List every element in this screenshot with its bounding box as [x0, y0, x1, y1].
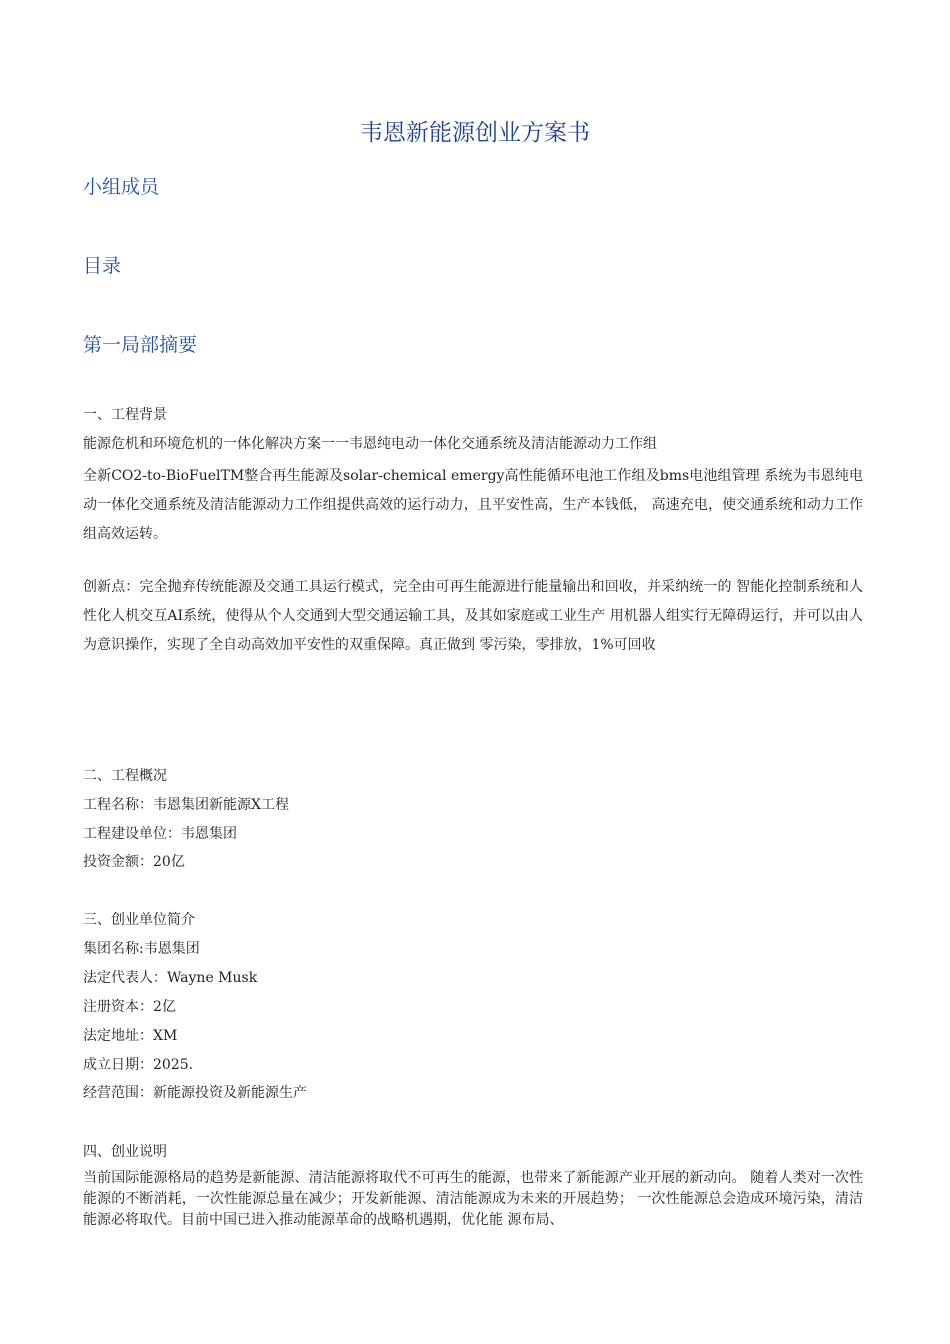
heading-members: 小组成员 [83, 176, 160, 198]
legal-representative: 法定代表人：Wayne Musk [83, 970, 258, 986]
business-scope: 经营范围：新能源投资及新能源生产 [83, 1085, 307, 1101]
section3-heading: 三、创业单位简介 [83, 912, 195, 928]
section4-heading: 四、创业说明 [83, 1144, 167, 1160]
section4-para: 当前国际能源格局的趋势是新能源、清洁能源将取代不可再生的能源，也带来了新能源产业开展的新动向。 随着人类对一次性能源的不断消耗，一次性能源总量在减少；开发新能源、清洁能源成为未来的开展趋势； 一次性能源总会造成环境污染，清洁能源必将取代。目前中国已进入推动能源革命的战略机遇期，优化能 源布局、 [83, 1170, 863, 1228]
document-title: 韦恩新能源创业方案书 [360, 120, 590, 146]
registered-capital: 注册资本：2亿 [83, 999, 176, 1015]
section1-heading: 一、工程背景 [83, 407, 167, 423]
section2-heading: 二、工程概况 [83, 768, 167, 784]
section1-para2: 创新点：完全抛弃传统能源及交通工具运行模式，完全由可再生能源进行能量输出和回收，并采纳统一的 智能化控制系统和人性化人机交互AI系统，使得从个人交通到大型交通运输工具，及其如家庭或工业生产 用机器人组实行无障碍运行，并可以由人为意识操作，实现了全自动高效加平安性的双重保障。真正做到 零污染，零排放，1%可回收 [83, 579, 863, 653]
project-name: 工程名称：韦恩集团新能源X工程 [83, 797, 289, 813]
legal-address: 法定地址：XM [83, 1028, 178, 1044]
established-date: 成立日期：2025. [83, 1057, 194, 1073]
project-investment: 投资金额：20亿 [83, 854, 185, 870]
heading-part1: 第一局部摘要 [83, 334, 198, 356]
project-unit: 工程建设单位：韦恩集团 [83, 826, 237, 842]
group-name: 集团名称:韦恩集团 [83, 941, 200, 957]
heading-toc: 目录 [83, 255, 122, 277]
section1-line1: 能源危机和环境危机的一体化解决方案一一韦恩纯电动一体化交通系统及清洁能源动力工作组 [83, 436, 657, 452]
section1-para1: 全新CO2-to-BioFuelTM整合再生能源及solar-chemical emergy高性能循环电池工作组及bms电池组管理 系统为韦恩纯电动一体化交通系统及清洁能源动力工作组提供高效的运行动力，且平安性高，生产本钱低， 高速充电，使交通系统和动力工作组高效运转。 [83, 468, 863, 542]
